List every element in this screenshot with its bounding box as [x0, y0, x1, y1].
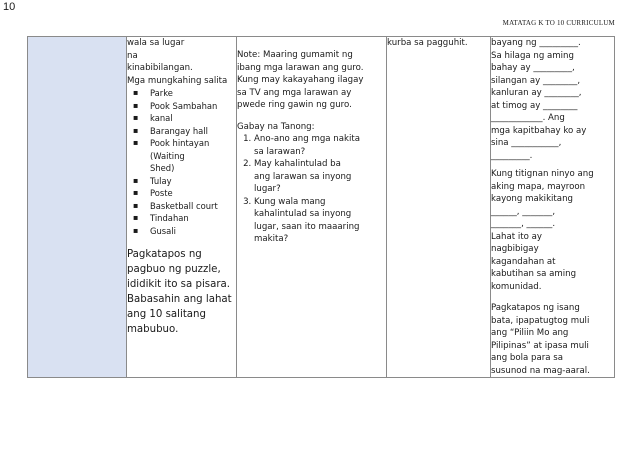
- list-item: ▪ Basketball court: [133, 200, 236, 213]
- question-line: ang larawan sa inyong: [254, 171, 352, 182]
- script-line: aking mapa, mayroon: [491, 181, 586, 192]
- shaded-column-cell: [28, 37, 127, 378]
- script-line: ang “Piliin Mo ang: [491, 328, 569, 338]
- script-line: kayong makikitang: [491, 194, 573, 204]
- note-line: sa TV ang mga larawan ay: [237, 87, 352, 98]
- question-line: makita?: [254, 234, 289, 244]
- question-line: Kung wala mang: [254, 196, 326, 207]
- list-item: ▪ Tindahan: [133, 212, 236, 225]
- curriculum-header: MATATAG K TO 10 CURRICULUM: [502, 19, 615, 27]
- table-row: [28, 37, 615, 378]
- list-item: [133, 137, 236, 175]
- script-line: Pagkatapos ng isang: [491, 303, 580, 313]
- script-line: ang bola para sa: [491, 353, 563, 363]
- list-item: ▪ kanal: [133, 112, 236, 125]
- script-line: Pilipinas” at ipasa muli: [491, 340, 589, 351]
- suggested-words-label: Mga mungkahing salita: [127, 75, 228, 86]
- intro-line: na: [127, 50, 138, 61]
- list-item-line: Shed): [150, 163, 175, 173]
- script-line: ______, _______,: [491, 206, 556, 217]
- guide-questions-title: Gabay na Tanong:: [237, 121, 315, 132]
- suggested-words-list: [127, 87, 236, 237]
- question-line: kahalintulad sa inyong: [254, 209, 352, 219]
- closing-line: Babasahin ang lahat: [127, 294, 232, 305]
- page-number: 10: [3, 1, 16, 13]
- script-line: _________.: [491, 150, 533, 161]
- question-line: Ano-ano ang mga nakita: [254, 134, 360, 144]
- script-line: _______, ______.: [491, 219, 556, 229]
- guide-questions-list: [237, 133, 386, 246]
- script-line: ____________. Ang: [491, 113, 565, 123]
- method-text: kurba sa pagguhit.: [387, 38, 468, 48]
- closing-line: Pagkatapos ng: [127, 249, 202, 260]
- lesson-table: [27, 36, 615, 378]
- script-line: bahay ay _________,: [491, 63, 575, 73]
- method-cell: [387, 37, 491, 378]
- note-line: Kung may kakayahang ilagay: [237, 75, 364, 85]
- closing-line: mabubuo.: [127, 324, 179, 335]
- list-item: ▪ Parke: [133, 87, 236, 100]
- list-item: ▪ Poste: [133, 187, 236, 200]
- question-line: lugar?: [254, 184, 281, 194]
- script-line: susunod na mag-aaral.: [491, 365, 590, 376]
- list-item: [254, 158, 386, 196]
- list-item-line: Pook hintayan: [150, 138, 210, 148]
- note-line: pwede ring gawin ng guro.: [237, 100, 352, 110]
- script-line: nagbibigay: [491, 244, 539, 254]
- script-line: bata, ipapatugtog muli: [491, 315, 590, 326]
- script-line: Sa hilaga ng aming: [491, 50, 574, 61]
- question-line: lugar, saan ito maaaring: [254, 221, 360, 232]
- script-line: sina ___________,: [491, 138, 562, 148]
- script-line: komunidad.: [491, 281, 542, 292]
- list-item: ▪ Barangay hall: [133, 125, 236, 138]
- teacher-notes-cell: [237, 37, 387, 378]
- closing-line: pagbuo ng puzzle,: [127, 264, 221, 275]
- intro-line: kinabibilangan.: [127, 63, 193, 73]
- list-item: ▪ Pook Sambahan: [133, 100, 236, 113]
- script-line: kabutihan sa aming: [491, 269, 577, 279]
- question-line: sa larawan?: [254, 146, 306, 157]
- closing-line: ang 10 salitang: [127, 309, 206, 320]
- closing-instructions: [127, 247, 236, 337]
- closing-line: ididikit ito sa pisara.: [127, 279, 230, 290]
- script-line: kanluran ay ________,: [491, 88, 582, 98]
- script-line: Kung titignan ninyo ang: [491, 169, 594, 179]
- script-line: Lahat ito ay: [491, 231, 542, 242]
- note-line: Note: Maaring gumamit ng: [237, 50, 353, 60]
- list-item-line: (Waiting: [150, 150, 185, 161]
- list-item: ▪ Tulay: [133, 175, 236, 188]
- script-line: bayang ng _________.: [491, 38, 581, 48]
- script-line: mga kapitbahay ko ay: [491, 125, 587, 136]
- question-line: May kahalintulad ba: [254, 159, 341, 169]
- script-line: kagandahan at: [491, 256, 556, 267]
- script-line: silangan ay ________,: [491, 75, 581, 86]
- list-item: ▪ Gusali: [133, 225, 236, 238]
- student-script-cell: [491, 37, 615, 378]
- list-item: [254, 133, 386, 158]
- intro-line: wala sa lugar: [127, 38, 185, 48]
- note-line: ibang mga larawan ang guro.: [237, 62, 364, 73]
- activity-cell: [127, 37, 237, 378]
- list-item: [254, 196, 386, 246]
- script-line: at timog ay ________: [491, 100, 578, 111]
